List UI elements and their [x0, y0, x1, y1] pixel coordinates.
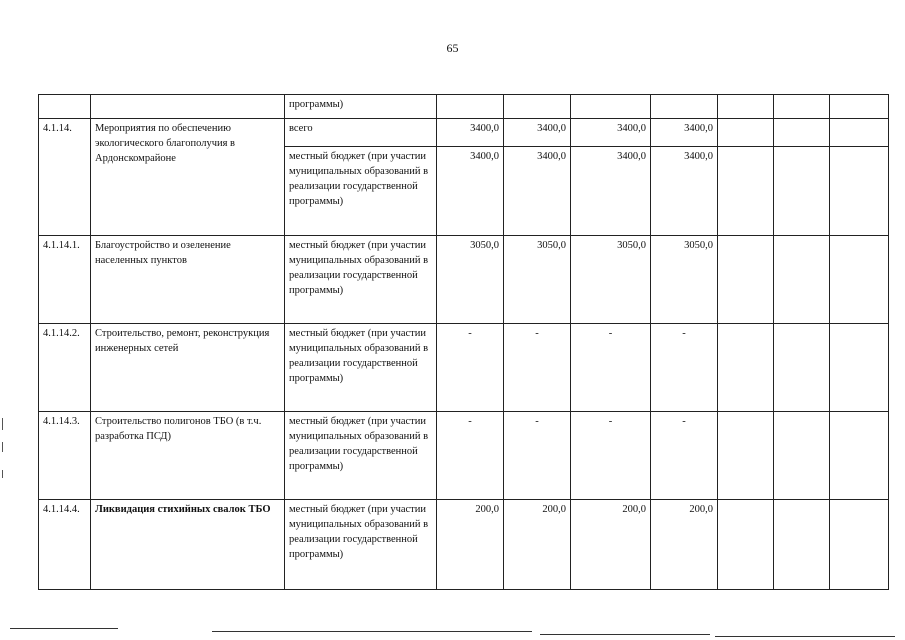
- row-value-3: 200,0: [571, 500, 651, 590]
- empty-cell: [774, 147, 830, 236]
- empty-cell: [830, 412, 889, 500]
- row-code: 4.1.14.4.: [39, 500, 91, 590]
- row-value-4: 3400,0: [651, 147, 718, 236]
- empty-cell: [830, 500, 889, 590]
- row-source: всего: [285, 119, 437, 147]
- row-source: местный бюджет (при участии муниципальных образований в реализации государственной программы): [285, 147, 437, 236]
- row-value-2: 3400,0: [504, 119, 571, 147]
- table-row: [39, 95, 889, 119]
- row-value-1: -: [437, 324, 504, 412]
- row-source: местный бюджет (при участии муниципальных образований в реализации государственной программы): [285, 500, 437, 590]
- scan-mark: [2, 470, 3, 478]
- empty-cell: [774, 236, 830, 324]
- row-value-4: 200,0: [651, 500, 718, 590]
- empty-cell: [718, 412, 774, 500]
- row-title: Строительство, ремонт, реконструкция инженерных сетей: [91, 324, 285, 412]
- empty-cell: [830, 95, 889, 119]
- row-value-2: 3400,0: [504, 147, 571, 236]
- row-code: [39, 95, 91, 119]
- page-number: 65: [446, 41, 459, 55]
- row-source: местный бюджет (при участии муниципальных образований в реализации государственной программы): [285, 324, 437, 412]
- row-source: местный бюджет (при участии муниципальных образований в реализации государственной программы): [285, 412, 437, 500]
- row-value-4: [651, 95, 718, 119]
- scan-mark: [2, 418, 3, 430]
- row-code: 4.1.14.1.: [39, 236, 91, 324]
- empty-cell: [718, 236, 774, 324]
- table-row: [39, 324, 889, 412]
- row-value-3: 3400,0: [571, 147, 651, 236]
- empty-cell: [830, 147, 889, 236]
- row-value-1: 3050,0: [437, 236, 504, 324]
- empty-cell: [718, 119, 774, 147]
- row-code: 4.1.14.: [39, 119, 91, 236]
- row-title: Мероприятия по обеспечению экологического благополучия в Ардонскомрайоне: [91, 119, 285, 236]
- empty-cell: [718, 95, 774, 119]
- row-title: [91, 95, 285, 119]
- row-value-4: -: [651, 324, 718, 412]
- row-source: программы): [285, 95, 437, 119]
- row-source: местный бюджет (при участии муниципальных образований в реализации государственной программы): [285, 236, 437, 324]
- empty-cell: [774, 324, 830, 412]
- budget-table: [38, 94, 889, 590]
- row-value-3: -: [571, 324, 651, 412]
- scan-mark: [10, 628, 118, 629]
- row-value-2: 200,0: [504, 500, 571, 590]
- row-value-2: -: [504, 324, 571, 412]
- row-value-2: [504, 95, 571, 119]
- empty-cell: [830, 324, 889, 412]
- table-row: [39, 236, 889, 324]
- row-value-3: -: [571, 412, 651, 500]
- table-row: [39, 500, 889, 590]
- empty-cell: [718, 324, 774, 412]
- row-value-4: -: [651, 412, 718, 500]
- scan-mark: [2, 442, 3, 452]
- row-title: Строительство полигонов ТБО (в т.ч. разработка ПСД): [91, 412, 285, 500]
- row-value-3: [571, 95, 651, 119]
- empty-cell: [774, 500, 830, 590]
- empty-cell: [774, 119, 830, 147]
- row-title: Благоустройство и озеленение населенных пунктов: [91, 236, 285, 324]
- empty-cell: [830, 236, 889, 324]
- empty-cell: [774, 95, 830, 119]
- scan-mark: [212, 631, 532, 632]
- table-row: [39, 412, 889, 500]
- scan-mark: [715, 636, 895, 637]
- row-value-2: 3050,0: [504, 236, 571, 324]
- empty-cell: [718, 147, 774, 236]
- empty-cell: [718, 500, 774, 590]
- scan-mark: [540, 634, 710, 635]
- row-value-2: -: [504, 412, 571, 500]
- row-value-4: 3050,0: [651, 236, 718, 324]
- row-value-1: 3400,0: [437, 147, 504, 236]
- row-value-4: 3400,0: [651, 119, 718, 147]
- row-title: Ликвидация стихийных свалок ТБО: [91, 500, 285, 590]
- row-value-3: 3400,0: [571, 119, 651, 147]
- row-value-3: 3050,0: [571, 236, 651, 324]
- row-value-1: 3400,0: [437, 119, 504, 147]
- empty-cell: [774, 412, 830, 500]
- row-value-1: [437, 95, 504, 119]
- row-value-1: -: [437, 412, 504, 500]
- row-code: 4.1.14.3.: [39, 412, 91, 500]
- row-code: 4.1.14.2.: [39, 324, 91, 412]
- empty-cell: [830, 119, 889, 147]
- table-row: [39, 119, 889, 147]
- row-value-1: 200,0: [437, 500, 504, 590]
